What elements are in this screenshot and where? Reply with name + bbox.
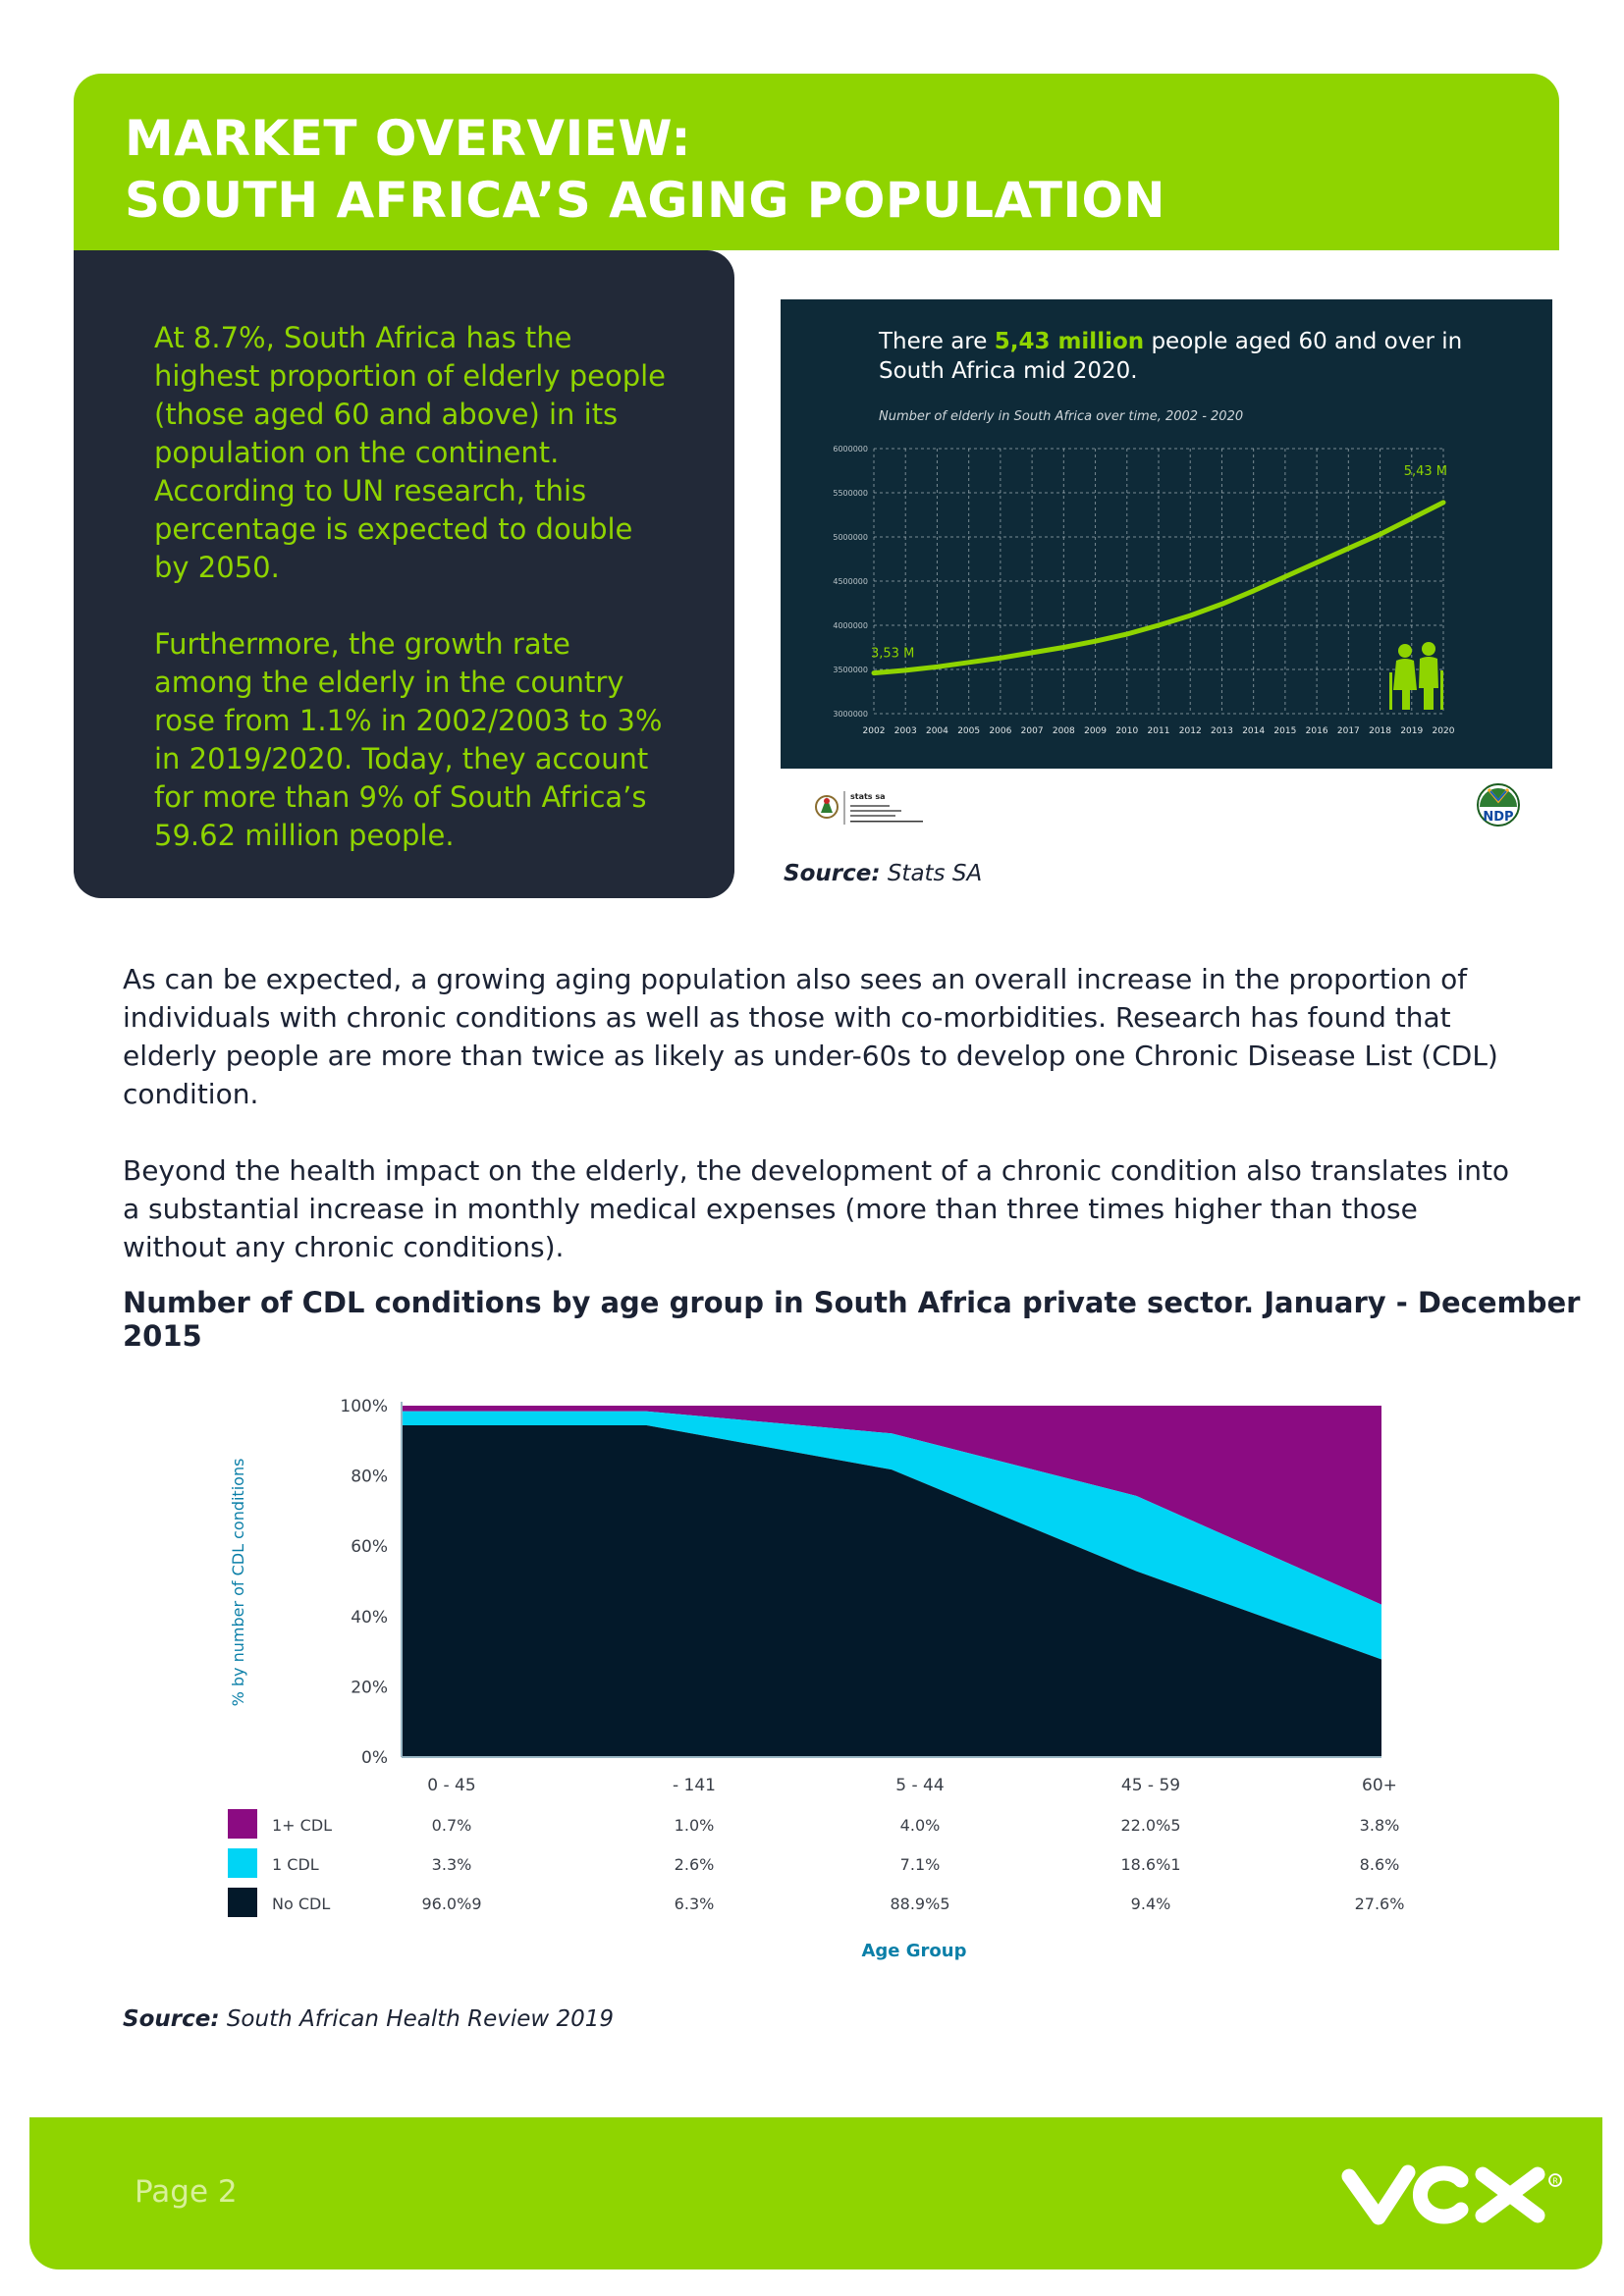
source-text: South African Health Review 2019 <box>226 2006 615 2032</box>
body-paragraph-2: Beyond the health impact on the elderly, the development of a chronic condition also translates into a substantial increase in monthly medical expenses (more than three times higher than those without any chronic conditions). <box>123 1154 1510 1263</box>
y-tick-label: 0% <box>361 1748 388 1768</box>
x-tick-label: 2011 <box>1147 726 1170 736</box>
annotation-end: 5,43 M <box>1403 463 1447 479</box>
table-cell-value: 9.4% <box>1130 1895 1171 1913</box>
x-tick-label: 2007 <box>1020 726 1044 736</box>
x-tick-label: 2010 <box>1115 726 1139 736</box>
y-tick-label: 80% <box>351 1467 388 1487</box>
x-tick-label: - 141 <box>673 1776 716 1795</box>
x-tick-label: 2005 <box>957 726 981 736</box>
svg-text:R: R <box>1552 2176 1558 2186</box>
x-tick-label: 2013 <box>1210 726 1233 736</box>
legend-swatch <box>228 1848 257 1878</box>
table-cell-value: 96.0%9 <box>421 1895 482 1913</box>
x-tick-label: 2020 <box>1432 726 1455 736</box>
stat-subtitle: Number of elderly in South Africa over time, 2002 - 2020 <box>879 409 1244 424</box>
x-tick-label: 2009 <box>1084 726 1108 736</box>
line-chart-grid <box>874 449 1443 714</box>
x-tick-label: 45 - 59 <box>1120 1776 1181 1795</box>
body-right <box>1419 657 1438 710</box>
head-left <box>1398 644 1412 658</box>
legend-label: No CDL <box>272 1895 331 1913</box>
y-tick-label: 3500000 <box>833 666 868 674</box>
y-tick-label: 40% <box>351 1607 388 1628</box>
intro-paragraph-2: Furthermore, the growth rate among the elderly in the country rose from 1.1% in 2002/2003 to 3% in 2019/2020. Today, they account for more than 9% of South Africa’s 59.62 million people. <box>154 627 663 852</box>
header-banner <box>74 74 1559 250</box>
cane <box>1389 672 1392 710</box>
table-cell-value: 22.0%5 <box>1120 1816 1181 1835</box>
head-right <box>1422 642 1435 656</box>
page-title-line-2: SOUTH AFRICA’S AGING POPULATION <box>125 172 1165 229</box>
table-cell-value: 27.6% <box>1354 1895 1405 1913</box>
y-tick-label: 20% <box>351 1678 388 1698</box>
x-tick-label: 2018 <box>1369 726 1392 736</box>
table-cell-value: 2.6% <box>674 1855 715 1874</box>
stat-heading <box>879 327 1507 386</box>
stat-heading-highlight: 5,43 million <box>994 329 1145 354</box>
ndp-logo <box>1475 781 1522 828</box>
legend-label: 1 CDL <box>272 1855 319 1874</box>
table-cell-value: 3.8% <box>1359 1816 1400 1835</box>
area-no-cdl <box>402 1425 1381 1757</box>
y-tick-label: 100% <box>340 1397 388 1416</box>
table-cell-value: 88.9%5 <box>890 1895 950 1913</box>
y-tick-label: 60% <box>351 1537 388 1558</box>
x-tick-label: 2002 <box>862 726 886 736</box>
elderly-people-icon <box>1389 642 1443 710</box>
y-tick-label: 4000000 <box>833 621 868 630</box>
y-tick-label: 5500000 <box>833 489 868 498</box>
x-tick-label: 2014 <box>1242 726 1266 736</box>
page-title-line-1: MARKET OVERVIEW: <box>125 110 691 167</box>
x-tick-label: 60+ <box>1362 1776 1397 1795</box>
stat-heading-pre: There are <box>879 329 995 354</box>
annotation-start: 3,53 M <box>871 646 915 662</box>
table-cell-value: 8.6% <box>1359 1855 1400 1874</box>
area-1plus-cdl <box>402 1406 1381 1605</box>
source-stats-sa <box>784 861 982 886</box>
x-tick-label: 2003 <box>893 726 917 736</box>
area-1-cdl <box>402 1412 1381 1660</box>
table-cell-value: 18.6%1 <box>1120 1855 1181 1874</box>
cdl-chart-title: Number of CDL conditions by age group in South Africa private sector. January - December 2015 <box>123 1286 1581 1353</box>
intro-box <box>74 250 734 898</box>
source-text: Stats SA <box>887 861 983 886</box>
vox-logo <box>1335 2155 1591 2233</box>
y-tick-label: 4500000 <box>833 577 868 586</box>
ndp-logo-text: NDP <box>1483 810 1514 825</box>
x-tick-label: 2015 <box>1273 726 1297 736</box>
x-tick-label: 2012 <box>1178 726 1202 736</box>
page-number: Page 2 <box>135 2174 238 2210</box>
body-text <box>123 960 1517 1266</box>
intro-paragraph-1: At 8.7%, South Africa has the highest proportion of elderly people (those aged 60 and above) in its population on the continent. According to UN research, this percentage is expected to double by 2050. <box>154 321 667 584</box>
legend-swatch <box>228 1888 257 1917</box>
x-tick-label: 2016 <box>1305 726 1328 736</box>
table-cell-value: 3.3% <box>431 1855 472 1874</box>
source-label: Source: <box>123 2006 220 2032</box>
y-tick-label: 5000000 <box>833 533 868 542</box>
x-tick-label: 2019 <box>1400 726 1424 736</box>
y-tick-label: 3000000 <box>833 710 868 719</box>
legend-label: 1+ CDL <box>272 1816 333 1835</box>
table-cell-value: 1.0% <box>674 1816 715 1835</box>
x-tick-label: 5 - 44 <box>895 1776 945 1795</box>
x-tick-label: 2004 <box>925 726 948 736</box>
legend-swatch <box>228 1809 257 1839</box>
table-cell-value: 7.1% <box>899 1855 941 1874</box>
source-label: Source: <box>784 861 881 886</box>
y-axis-label: % by number of CDL conditions <box>229 1458 247 1707</box>
x-tick-label: 2006 <box>989 726 1012 736</box>
body-left <box>1393 659 1417 710</box>
y-tick-label: 6000000 <box>833 445 868 454</box>
stats-sa-logo-text: stats sa <box>850 792 886 801</box>
table-cell-value: 6.3% <box>674 1895 715 1913</box>
elderly-population-panel <box>781 299 1552 769</box>
x-tick-label: 2008 <box>1052 726 1075 736</box>
x-axis-label: Age Group <box>861 1941 967 1961</box>
table-cell-value: 0.7% <box>431 1816 472 1835</box>
cane-right <box>1440 670 1443 710</box>
x-tick-label: 0 - 45 <box>427 1776 476 1795</box>
footer-banner <box>29 2117 1602 2269</box>
table-cell-value: 4.0% <box>899 1816 941 1835</box>
stat-heading-post: people aged 60 and over in South Africa mid 2020. <box>879 329 1463 384</box>
body-paragraph-1: As can be expected, a growing aging population also sees an overall increase in the proportion of individuals with chronic conditions as well as those with co-morbidities. Research has found that elderly people are more than twice as likely as under-60s to develop one Chronic Disease List (CDL) condition. <box>123 963 1498 1110</box>
stats-sa-logo <box>813 783 931 830</box>
x-tick-label: 2017 <box>1336 726 1360 736</box>
source-health-review <box>123 2006 614 2032</box>
